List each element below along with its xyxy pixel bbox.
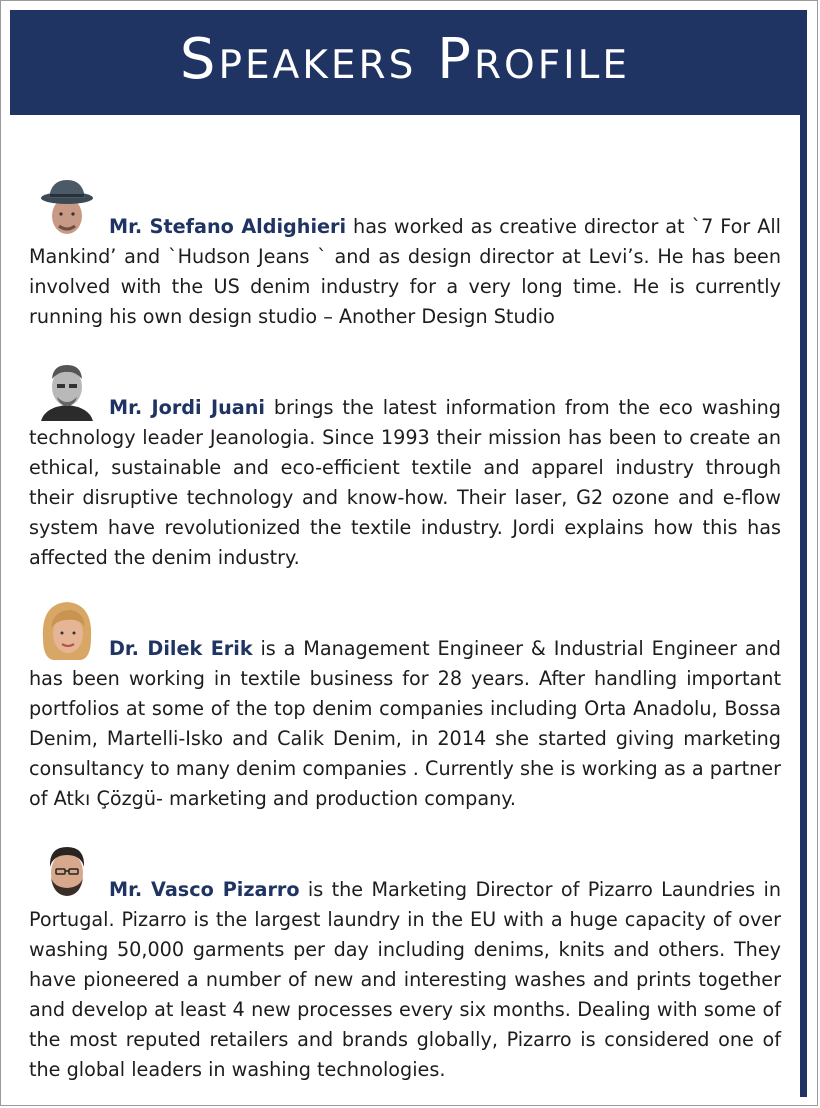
speaker-photo-icon: [37, 839, 97, 903]
speaker-name: Mr. Vasco Pizarro: [109, 878, 300, 901]
speaker-profile-3: [29, 634, 781, 814]
header-band: [10, 10, 800, 115]
speaker-profile-1: [29, 212, 781, 332]
speaker-photo-wrapper: [29, 212, 109, 242]
speaker-bio: is a Management Engineer & Industrial Engineer and has been working in textile business for 28 years. After handling important portfolios at some of the top denim companies including Orta Anadolu, Bossa Denim, Martelli-Isko and Calik Denim, in 2014 she started giving marketing consultancy to many denim companies . Currently she is working as a partner of Atkı Çözgü- marketing and production company.: [29, 637, 781, 810]
speaker-profile-2: [29, 393, 781, 573]
speaker-bio: is the Marketing Director of Pizarro Laundries in Portugal. Pizarro is the largest laundry in the EU with a huge capacity of over washing 50,000 garments per day including denims, knits and others. They have pioneered a number of new and interesting washes and prints together and develop at least 4 new processes every six months. Dealing with some of the most reputed retailers and brands globally, Pizarro is considered one of the global leaders in washing technologies.: [29, 878, 781, 1081]
page-title: Speakers Profile: [179, 26, 631, 92]
speaker-name: Mr. Stefano Aldighieri: [109, 215, 347, 238]
speaker-photo-icon: [37, 357, 97, 421]
speaker-photo-icon: [37, 176, 97, 240]
speaker-photo-icon: [37, 598, 97, 662]
speaker-photo-wrapper: [29, 393, 109, 423]
speaker-bio: brings the latest information from the eco washing technology leader Jeanologia. Since 1993 their mission has been to create an ethical, sustainable and eco-efficient textile and apparel industry through their disruptive technology and know-how. Their laser, G2 ozone and e-flow system have revolutionized the textile industry. Jordi explains how this has affected the denim industry.: [29, 396, 781, 569]
speaker-profile-4: [29, 875, 781, 1085]
right-border-rule: [800, 10, 807, 1097]
speaker-photo-wrapper: [29, 875, 109, 905]
speaker-photo-wrapper: [29, 634, 109, 664]
speaker-name: Mr. Jordi Juani: [109, 396, 265, 419]
speaker-name: Dr. Dilek Erik: [109, 637, 253, 660]
speaker-bio: has worked as creative director at `7 For All Mankind’ and `Hudson Jeans ` and as design director at Levi’s. He has been involved with the US denim industry for a very long time. He is currently running his own design studio – Another Design Studio: [29, 215, 781, 328]
